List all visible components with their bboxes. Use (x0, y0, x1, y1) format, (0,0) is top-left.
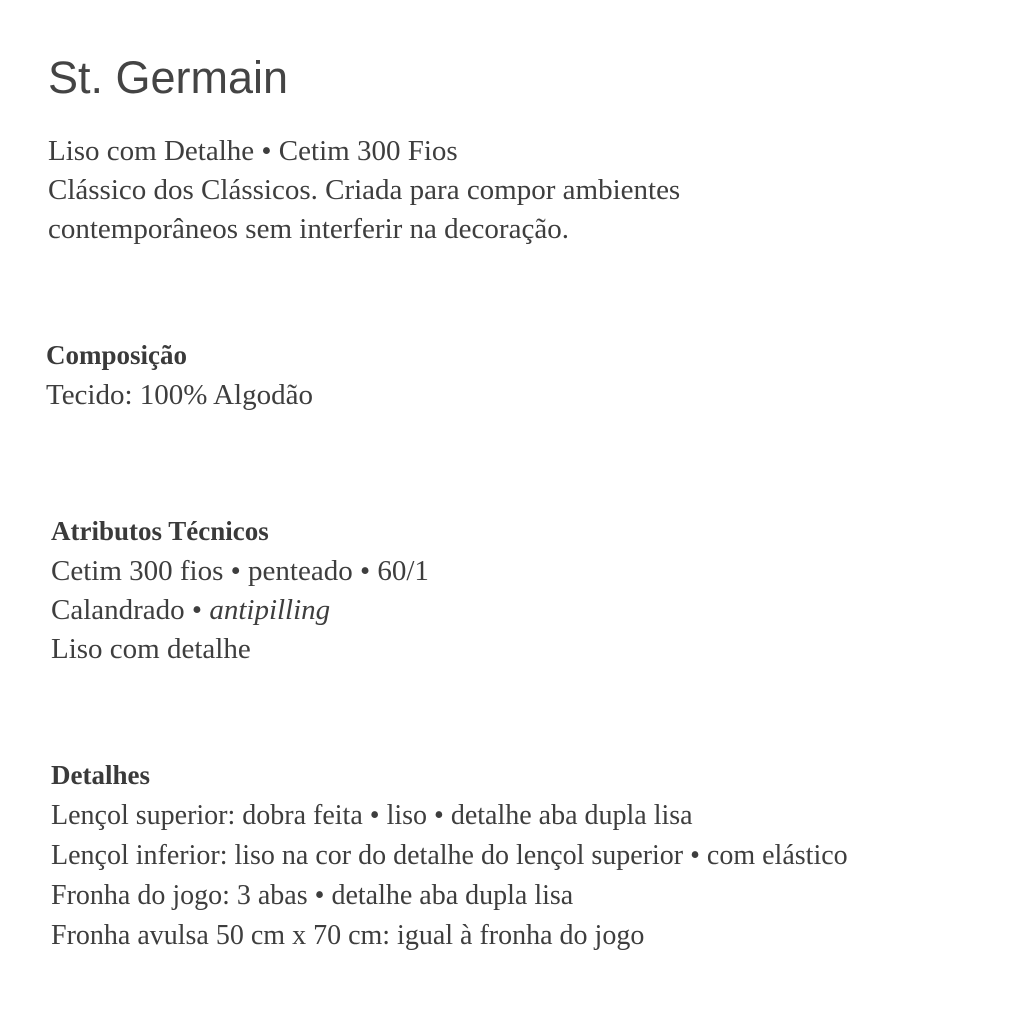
technical-attributes-section (51, 512, 429, 669)
detail-fitted-sheet: Lençol inferior: liso na cor do detalhe do lençol superior • com elástico (51, 840, 848, 871)
details-heading: Detalhes (51, 760, 150, 790)
details-section (51, 756, 848, 956)
product-intro (48, 132, 680, 249)
composition-heading: Composição (46, 340, 187, 370)
antipilling-label: antipilling (209, 594, 331, 626)
finish-label: Calandrado • (51, 594, 210, 626)
intro-description-line-2: contemporâneos sem interferir na decoração. (48, 213, 569, 245)
technical-attribute-style: Liso com detalhe (51, 633, 251, 665)
composition-fabric: Tecido: 100% Algodão (46, 379, 313, 411)
technical-attributes-heading: Atributos Técnicos (51, 516, 269, 546)
technical-attribute-weave: Cetim 300 fios • penteado • 60/1 (51, 555, 429, 587)
product-title: St. Germain (48, 52, 289, 103)
detail-top-sheet: Lençol superior: dobra feita • liso • detalhe aba dupla lisa (51, 800, 693, 831)
intro-description-line-1: Clássico dos Clássicos. Criada para compor ambientes (48, 174, 681, 206)
technical-attribute-finish (51, 591, 429, 630)
detail-set-pillowcase: Fronha do jogo: 3 abas • detalhe aba dupla lisa (51, 880, 574, 911)
intro-subtitle: Liso com Detalhe • Cetim 300 Fios (48, 135, 458, 167)
composition-section (46, 336, 313, 415)
detail-single-pillowcase: Fronha avulsa 50 cm x 70 cm: igual à fronha do jogo (51, 920, 645, 951)
